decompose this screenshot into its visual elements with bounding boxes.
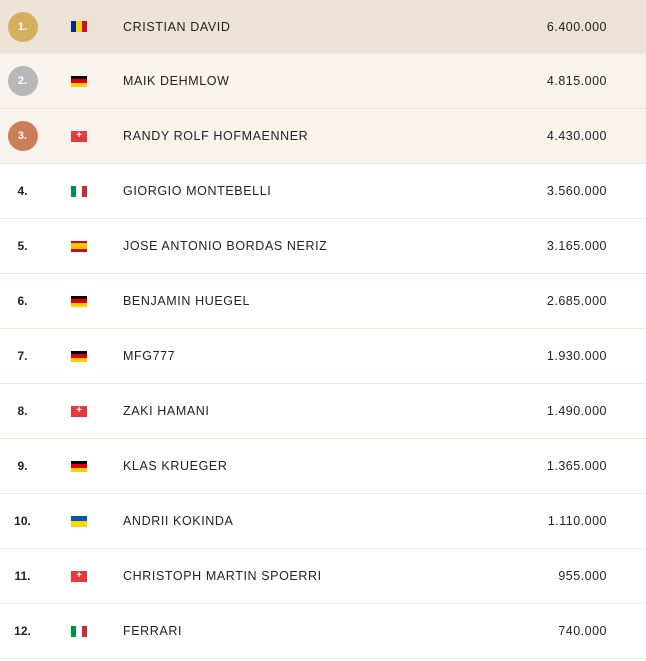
flag-cell	[45, 571, 113, 582]
flag-cell	[45, 406, 113, 417]
rank-label: 12.	[14, 624, 31, 638]
rank-label: 2.	[17, 75, 28, 87]
flag-cell	[45, 186, 113, 197]
rank-cell	[0, 184, 45, 198]
player-name: FERRARI	[123, 624, 183, 638]
flag-cell	[45, 626, 113, 637]
player-name: JOSE ANTONIO BORDAS NERIZ	[123, 239, 328, 253]
rank-cell	[0, 121, 45, 151]
flag-cell	[45, 461, 113, 472]
rank-label: 7.	[17, 349, 28, 363]
leaderboard-row[interactable]	[0, 0, 646, 54]
rank-cell	[0, 12, 45, 42]
rank-label: 9.	[17, 459, 28, 473]
leaderboard-row[interactable]	[0, 494, 646, 549]
rank-label: 4.	[17, 184, 28, 198]
flag-cell	[45, 516, 113, 527]
rank-cell	[0, 239, 45, 253]
leaderboard-row[interactable]	[0, 329, 646, 384]
leaderboard-row[interactable]	[0, 549, 646, 604]
player-score: 1.110.000	[547, 514, 607, 528]
player-score: 1.365.000	[546, 459, 607, 473]
rank-label: 11.	[14, 569, 31, 583]
leaderboard-row[interactable]	[0, 604, 646, 659]
player-name: ZAKI HAMANI	[123, 404, 210, 418]
leaderboard-row[interactable]	[0, 219, 646, 274]
leaderboard-row[interactable]	[0, 109, 646, 164]
ukraine-flag-icon	[71, 516, 87, 527]
player-name: CRISTIAN DAVID	[123, 19, 231, 34]
player-score: 955.000	[558, 569, 607, 583]
rank-label: 3.	[17, 130, 28, 142]
switzerland-flag-icon: +	[71, 131, 87, 142]
rank-cell	[0, 624, 45, 638]
rank-cell	[0, 404, 45, 418]
player-name: KLAS KRUEGER	[123, 459, 228, 473]
rank-cell	[0, 569, 45, 583]
player-score: 3.165.000	[546, 239, 607, 253]
silver-medal-badge	[8, 66, 38, 96]
flag-cell	[45, 76, 113, 87]
rank-label: 8.	[17, 404, 28, 418]
italy-flag-icon	[71, 626, 87, 637]
rank-label: 5.	[17, 239, 28, 253]
player-score: 6.400.000	[546, 19, 607, 34]
player-score: 2.685.000	[546, 294, 607, 308]
bronze-medal-badge	[8, 121, 38, 151]
leaderboard-row[interactable]	[0, 54, 646, 109]
italy-flag-icon	[71, 186, 87, 197]
player-name: MAIK DEHMLOW	[123, 74, 230, 88]
switzerland-flag-icon: +	[71, 406, 87, 417]
player-score: 4.815.000	[546, 74, 607, 88]
germany-flag-icon	[71, 76, 87, 87]
germany-flag-icon	[71, 351, 87, 362]
rank-label: 1.	[17, 20, 28, 33]
flag-cell	[45, 351, 113, 362]
germany-flag-icon	[71, 296, 87, 307]
leaderboard-row[interactable]	[0, 384, 646, 439]
rank-label: 10.	[14, 514, 31, 528]
leaderboard-row[interactable]	[0, 439, 646, 494]
rank-cell	[0, 514, 45, 528]
player-name: RANDY ROLF HOFMAENNER	[123, 129, 309, 143]
romania-flag-icon	[71, 21, 87, 32]
player-name: BENJAMIN HUEGEL	[123, 294, 251, 308]
rank-label: 6.	[17, 294, 28, 308]
spain-flag-icon	[71, 241, 87, 252]
player-score: 1.490.000	[546, 404, 607, 418]
player-name: GIORGIO MONTEBELLI	[123, 184, 272, 198]
flag-cell	[45, 296, 113, 307]
flag-cell	[45, 241, 113, 252]
leaderboard-row[interactable]	[0, 164, 646, 219]
switzerland-flag-icon: +	[71, 571, 87, 582]
player-name: MFG777	[123, 349, 176, 363]
rank-cell	[0, 349, 45, 363]
player-score: 740.000	[558, 624, 607, 638]
player-score: 1.930.000	[546, 349, 607, 363]
rank-cell	[0, 459, 45, 473]
flag-cell	[45, 21, 113, 32]
rank-cell	[0, 66, 45, 96]
rank-cell	[0, 294, 45, 308]
germany-flag-icon	[71, 461, 87, 472]
flag-cell	[45, 131, 113, 142]
player-name: ANDRII KOKINDA	[123, 514, 234, 528]
gold-medal-badge	[8, 12, 38, 42]
leaderboard-row[interactable]	[0, 274, 646, 329]
player-score: 3.560.000	[546, 184, 607, 198]
player-name: CHRISTOPH MARTIN SPOERRI	[123, 569, 322, 583]
player-score: 4.430.000	[546, 129, 607, 143]
